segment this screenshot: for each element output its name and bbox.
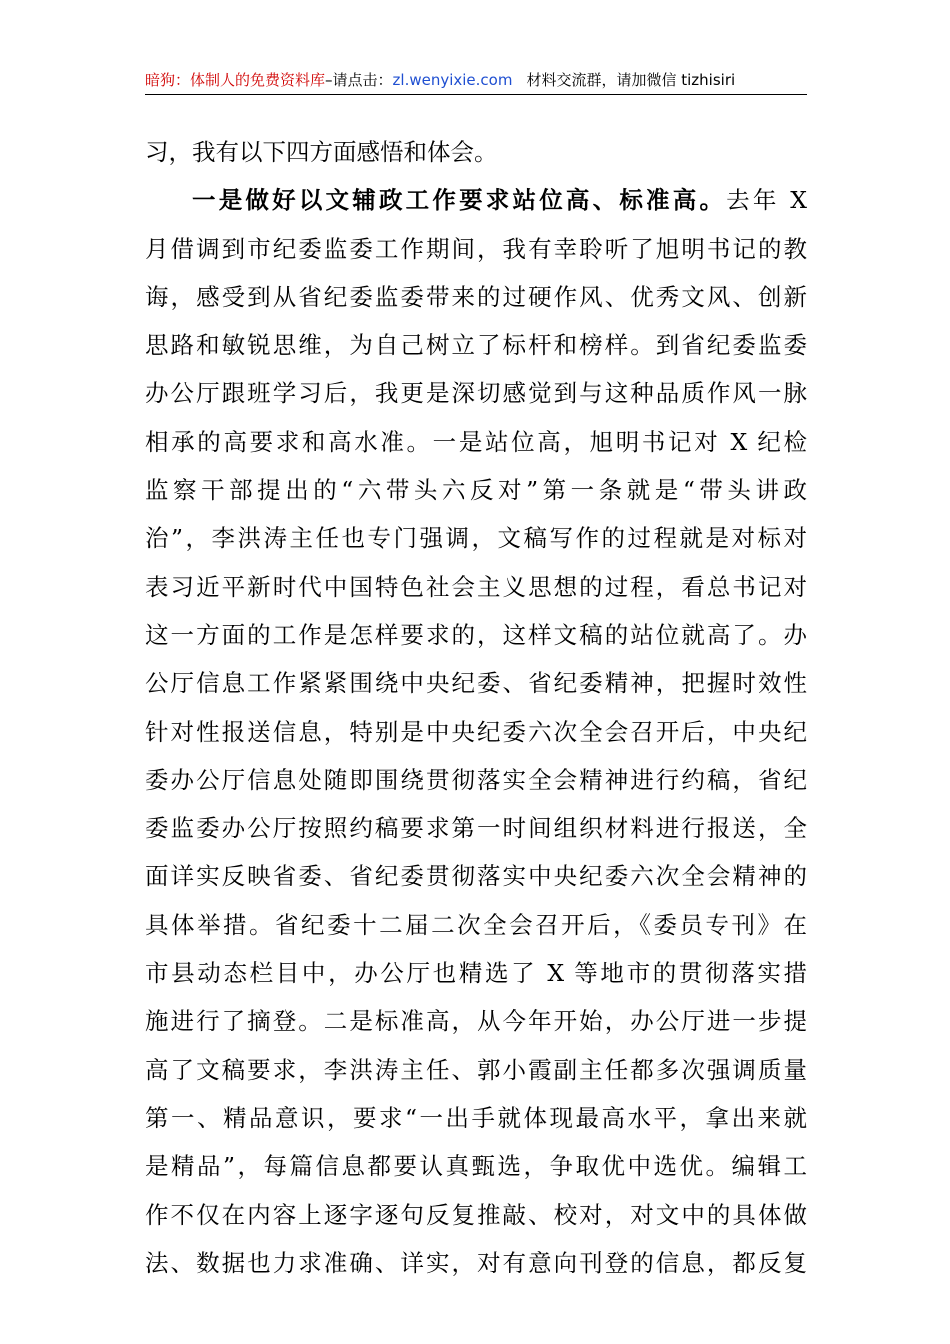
body-line-3: 月借调到市纪委监委工作期间，我有幸聆听了旭明书记的教: [145, 234, 807, 263]
header-wechat-note: 材料交流群，请加微信 tizhisiri: [526, 71, 736, 89]
body-line-23: 作不仅在内容上逐字逐句反复推敲、校对，对文中的具体做: [145, 1200, 807, 1229]
section-heading-line: [145, 176, 807, 224]
body-line-15: 委监委办公厅按照约稿要求第一时间组织材料进行报送，全: [145, 814, 807, 843]
body-line-22: 是精品”，每篇信息都要认真甄选，争取优中选优。编辑工: [145, 1152, 807, 1181]
body-line-12: 公厅信息工作紧紧围绕中央纪委、省纪委精神，把握时效性: [145, 669, 807, 698]
body-line-18: 市县动态栏目中，办公厅也精选了 X 等地市的贯彻落实措: [145, 959, 807, 988]
body-line-8: 监察干部提出的“六带头六反对”第一条就是“带头讲政: [145, 476, 807, 505]
body-line-7: 相承的高要求和高水准。一是站位高，旭明书记对 X 纪检: [145, 427, 807, 456]
header-click-prompt: –请点击：: [325, 71, 393, 89]
header-site-name: 暗狗：体制人的免费资料库: [145, 71, 326, 89]
body-line-11: 这一方面的工作是怎样要求的，这样文稿的站位就高了。办: [145, 620, 807, 649]
body-line-4: 诲，感受到从省纪委监委带来的过硬作风、优秀文风、创新: [145, 282, 807, 311]
body-line-10: 表习近平新时代中国特色社会主义思想的过程，看总书记对: [145, 572, 807, 601]
body-line-9: 治”，李洪涛主任也专门强调，文稿写作的过程就是对标对: [145, 524, 807, 553]
body-line-5: 思路和敏锐思维，为自己树立了标杆和榜样。到省纪委监委: [145, 331, 807, 360]
body-line-6: 办公厅跟班学习后，我更是深切感觉到与这种品质作风一脉: [145, 379, 807, 408]
header-link[interactable]: zl.wenyixie.com: [392, 71, 513, 89]
section-heading: 一是做好以文辅政工作要求站位高、标准高。: [192, 186, 727, 215]
page-header: [145, 66, 807, 95]
body-line-19: 施进行了摘登。二是标准高，从今年开始，办公厅进一步提: [145, 1007, 807, 1036]
document-body: [145, 128, 807, 1287]
body-line-1: 习，我有以下四方面感悟和体会。: [145, 138, 498, 166]
body-line-20: 高了文稿要求，李洪涛主任、郭小霞副主任都多次强调质量: [145, 1055, 807, 1084]
section-heading-continuation: 去年 X: [726, 186, 807, 215]
body-line-14: 委办公厅信息处随即围绕贯彻落实全会精神进行约稿，省纪: [145, 765, 807, 794]
body-line-24: 法、数据也力求准确、详实，对有意向刊登的信息，都反复: [145, 1248, 807, 1277]
body-line-17: 具体举措。省纪委十二届二次全会召开后，《委员专刊》在: [145, 910, 807, 939]
body-line-21: 第一、精品意识，要求“一出手就体现最高水平，拿出来就: [145, 1103, 807, 1132]
body-line-16: 面详实反映省委、省纪委贯彻落实中央纪委六次全会精神的: [145, 862, 807, 891]
body-line-13: 针对性报送信息，特别是中央纪委六次全会召开后，中央纪: [145, 717, 807, 746]
